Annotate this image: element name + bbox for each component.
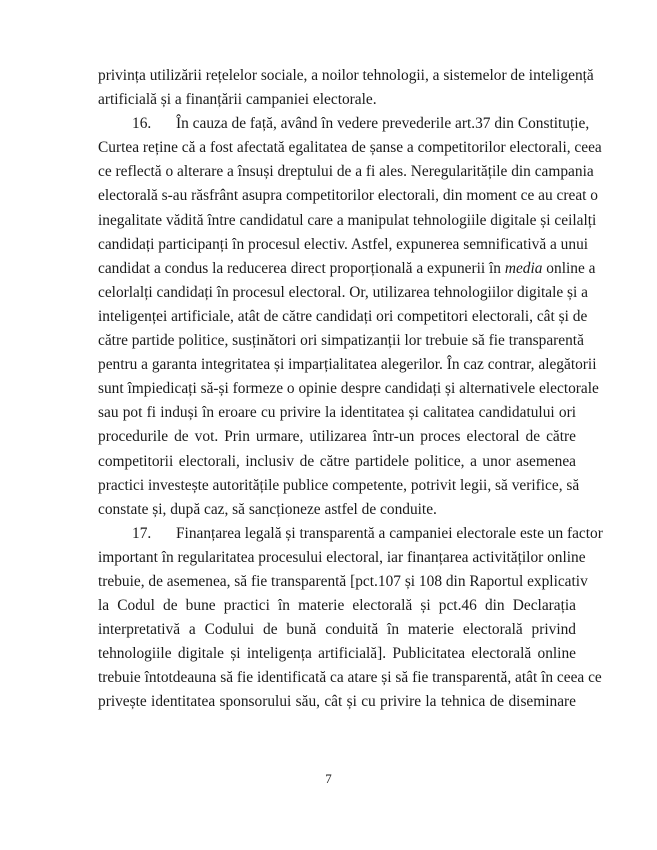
line-text: privește identitatea sponsorului său, cât și cu privire la tehnica de diseminare [98, 693, 576, 711]
text-line [98, 305, 588, 329]
text-line [98, 594, 576, 618]
text-line [98, 642, 576, 666]
line-text: sau pot fi induși în eroare cu privire la identitatea și calitatea candidatului ori [98, 404, 576, 422]
line-text: ce reflectă o alterare a însuși dreptului de a fi ales. Neregularitățile din campania [98, 163, 594, 181]
line-text: trebuie întotdeauna să fie identificată ca atare și să fie transparentă, atât în ceea ce [98, 669, 602, 687]
line-text: practici investește autoritățile publice competente, potrivit legii, să verifice, să [98, 476, 580, 494]
paragraph-number: 16. [132, 115, 152, 133]
text-line [98, 233, 589, 257]
line-text: sunt împiedicați să-și formeze o opinie despre candidați și alternativele electorale [98, 380, 599, 398]
body-text [98, 64, 603, 715]
line-text: candidați participanți în procesul electiv. Astfel, expunerea semnificativă a unui [98, 235, 589, 253]
line-text: inegalitate vădită între candidatul care a manipulat tehnologiile digitale și ceilalți [98, 211, 597, 229]
line-text: inteligenței artificiale, atât de către candidați ori competitori electorali, cât și de [98, 307, 588, 325]
line-text: important în regularitatea procesului electoral, iar finanțarea activităților online [98, 548, 586, 566]
line-text: la Codul de bune practici în materie electorală și pct.46 din Declarația [98, 597, 576, 615]
line-text: Curtea reține că a fost afectată egalitatea de șanse a competitorilor electorali, ceea [98, 139, 602, 157]
text-line [98, 64, 594, 88]
text-line [98, 184, 598, 208]
line-text: trebuie, de asemenea, să fie transparentă [pct.107 și 108 din Raportul explicativ [98, 572, 588, 590]
paragraph-number: 17. [132, 524, 152, 542]
line-text: către partide politice, susținători ori simpatizanții lor trebuie să fie transparentă [98, 332, 584, 350]
paragraph-start-line [98, 112, 590, 136]
line-text: tehnologiile digitale și inteligența artificială]. Publicitatea electorală online [98, 645, 576, 663]
line-text: artificială și a finanțării campaniei electorale. [98, 91, 377, 109]
line-text: privința utilizării rețelelor sociale, a noilor tehnologii, a sistemelor de inteligență [98, 67, 594, 84]
text-line [98, 88, 576, 112]
text-line [98, 618, 576, 642]
text-line [98, 209, 597, 233]
text-line [98, 546, 586, 570]
text-segment: candidat a condus la reducerea direct proporțională a expunerii în [98, 259, 505, 277]
line-text: electorală s-au răsfrânt asupra competitorilor electorali, din moment ce au creat o [98, 187, 598, 205]
text-line [98, 353, 597, 377]
text-line [98, 425, 576, 449]
line-text: În cauza de față, având în vedere prevederile art.37 din Constituție, [176, 115, 590, 133]
line-text: procedurile de vot. Prin urmare, utilizarea într-un proces electoral de către [98, 428, 576, 446]
text-line [98, 281, 588, 305]
text-line [98, 498, 576, 522]
text-segment: online a [542, 259, 596, 277]
line-text: constate și, după caz, să sancționeze astfel de conduite. [98, 500, 437, 518]
text-line [98, 690, 576, 714]
text-line [98, 329, 584, 353]
text-line [98, 666, 602, 690]
text-line [98, 401, 576, 425]
text-line [98, 257, 596, 281]
line-text: pentru a garanta integritatea și imparțialitatea alegerilor. În caz contrar, alegătorii [98, 356, 597, 374]
italic-term: media [504, 259, 543, 277]
line-text: competitorii electorali, inclusiv de către partidele politice, a unor asemenea [98, 452, 576, 470]
line-text: celorlalți candidați în procesul electoral. Or, utilizarea tehnologiilor digitale și a [98, 283, 588, 301]
text-line [98, 136, 602, 160]
text-line [98, 160, 594, 184]
text-line [98, 377, 599, 401]
text-line [98, 450, 576, 474]
paragraph-start-line [98, 522, 603, 546]
page-number: 7 [325, 771, 332, 786]
text-line [98, 570, 588, 594]
text-line [98, 474, 580, 498]
line-text: Finanțarea legală și transparentă a campaniei electorale este un factor [176, 524, 603, 542]
line-text: interpretativă a Codului de bună conduită în materie electorală privind [98, 621, 576, 639]
